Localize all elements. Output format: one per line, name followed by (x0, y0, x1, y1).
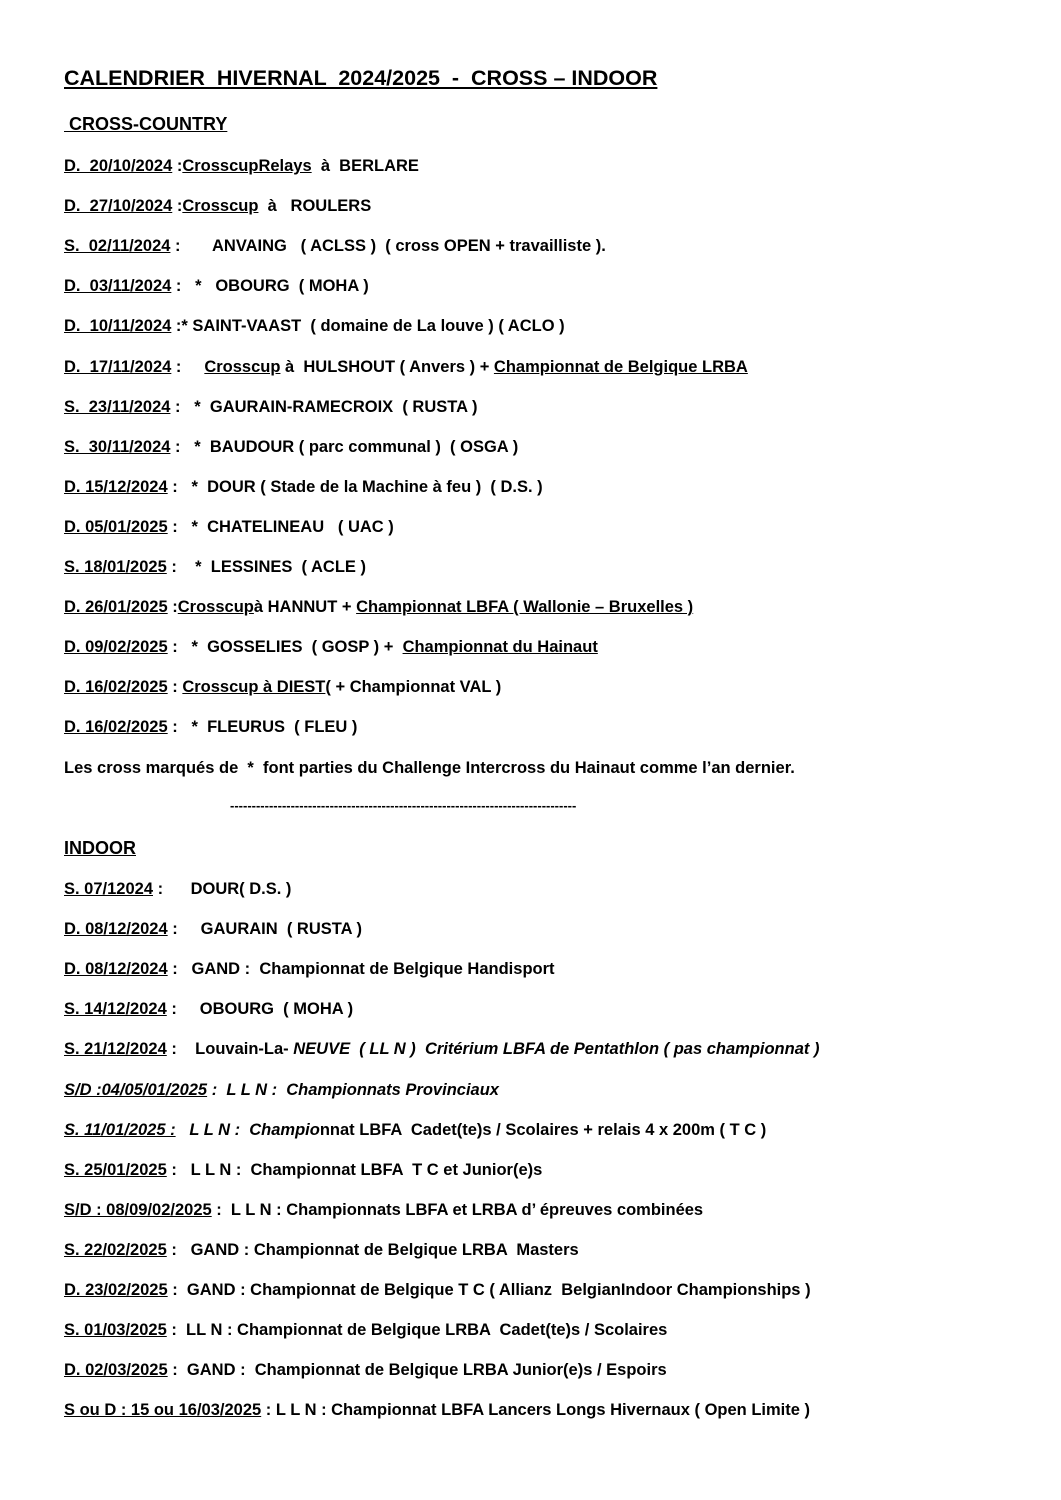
calendar-entry (64, 196, 371, 216)
calendar-entry (64, 879, 291, 899)
calendar-entry (64, 597, 693, 617)
calendar-entry (64, 276, 369, 296)
entry-text: : ANVAING ( ACLSS ) ( cross OPEN + travailliste ). (170, 237, 606, 256)
entry-date: D. 17/11/2024 (64, 357, 172, 376)
calendar-entry (64, 677, 501, 697)
entry-text: CrosscupRelays (182, 157, 312, 175)
calendar-entry (64, 637, 598, 657)
calendar-entry (64, 236, 606, 256)
entry-date: S. 18/01/2025 (64, 558, 167, 576)
entry-text: : GAURAIN ( RUSTA ) (167, 920, 362, 939)
section-separator: -------------------------------------------------------------------------------- (230, 798, 577, 813)
entry-text: : DOUR( D.S. ) (153, 880, 292, 898)
entry-date: D. 16/02/2025 (64, 718, 168, 737)
entry-text: : (167, 678, 183, 697)
calendar-entry (64, 919, 362, 939)
entry-date: D. 27/10/2024 (64, 197, 173, 216)
cross-note: Les cross marqués de * font parties du Challenge Intercross du Hainaut comme l’an dernier. (64, 759, 795, 777)
entry-text: nnat LBFA Cadet(te)s / Scolaires + relais 4 x 200m ( T C ) (319, 1120, 767, 1139)
entry-text: Crosscup (204, 357, 281, 376)
entry-text: : * FLEURUS ( FLEU ) (167, 718, 358, 737)
entry-text: Championnat de Belgique LRBA (493, 357, 748, 376)
entry-date: D. 15/12/2024 (64, 477, 168, 496)
entry-text: à HULSHOUT ( Anvers ) + (280, 357, 494, 376)
entry-date: D. 20/10/2024 (64, 157, 173, 175)
calendar-entry (64, 397, 478, 417)
calendar-entry (64, 1160, 542, 1180)
entry-text: Crosscup (182, 197, 259, 216)
calendar-entry (64, 357, 748, 377)
entry-date: D. 16/02/2025 (64, 678, 168, 697)
entry-date: S. 14/12/2024 (64, 1000, 167, 1019)
entry-text: ( + Championnat VAL ) (325, 678, 502, 697)
entry-date: S. 25/01/2025 (64, 1160, 167, 1179)
entry-date: D. 05/01/2025 (64, 517, 168, 536)
entry-text: : * BAUDOUR ( parc communal ) ( OSGA ) (170, 437, 519, 456)
calendar-entry (64, 717, 357, 737)
calendar-entry (64, 437, 518, 457)
entry-text: : GAND : Championnat de Belgique LRBA Masters (166, 1240, 579, 1259)
entry-date: S. 01/03/2025 (64, 1321, 167, 1340)
calendar-entry (64, 1240, 579, 1260)
entry-text: : L L N : Championnats Provinciaux (207, 1080, 499, 1099)
entry-text: Championnat du Hainaut (402, 638, 598, 657)
entry-date: S. 07/12024 (64, 880, 153, 898)
entry-text: à ROULERS (258, 197, 372, 216)
entry-text: Championnat LBFA ( Wallonie – Bruxelles ) (356, 598, 694, 617)
entry-text: : L L N : Championnats LBFA et LRBA d’ épreuves combinées (211, 1200, 704, 1219)
entry-date: D. 02/03/2025 (64, 1361, 168, 1380)
calendar-entry (64, 999, 353, 1019)
entry-text: L L N : Champio (175, 1120, 320, 1139)
entry-text: Crosscup (177, 598, 254, 617)
entry-date: D. 10/11/2024 (64, 317, 172, 336)
calendar-entry (64, 316, 565, 336)
entry-date: D. 09/02/2025 (64, 638, 168, 657)
entry-text: : GAND : Championnat de Belgique T C ( Allianz BelgianIndoor Championships ) (167, 1281, 811, 1299)
calendar-entry (64, 477, 543, 497)
entry-date: S/D :04/05/01/2025 (64, 1080, 208, 1099)
entry-date: S. 21/12/2024 (64, 1040, 167, 1059)
entry-date: S. 11/01/2025 : (64, 1120, 176, 1139)
calendar-entry (64, 1360, 667, 1380)
calendar-entry (64, 156, 419, 176)
entry-date: S. 23/11/2024 (64, 397, 171, 416)
calendar-entry (64, 959, 555, 979)
entry-date: D. 23/02/2025 (64, 1281, 168, 1299)
entry-text: NEUVE ( LL N ) Critérium LBFA de Pentathlon ( pas championnat ) (293, 1040, 820, 1059)
entry-text: à HANNUT + (253, 598, 357, 617)
entry-text: : (172, 157, 183, 175)
calendar-entry (64, 1280, 811, 1300)
calendar-entry (64, 1200, 703, 1220)
entry-date: D. 03/11/2024 (64, 277, 172, 296)
entry-text: : * CHATELINEAU ( UAC ) (167, 517, 394, 536)
entry-date: D. 08/12/2024 (64, 920, 168, 939)
entry-text: : (167, 598, 178, 617)
entry-text: : OBOURG ( MOHA ) (166, 1000, 354, 1019)
entry-text: : Louvain-La- (166, 1040, 294, 1059)
calendar-entry (64, 1320, 667, 1340)
entry-text: : L L N : Championnat LBFA T C et Junior(e)s (166, 1160, 543, 1179)
calendar-entry (64, 1120, 766, 1140)
entry-text: : GAND : Championnat de Belgique Handisport (167, 960, 555, 979)
calendar-entry (64, 1400, 810, 1420)
entry-date: S/D : 08/09/02/2025 (64, 1200, 212, 1219)
entry-date: S. 02/11/2024 (64, 237, 171, 256)
entry-text: : * GOSSELIES ( GOSP ) + (167, 638, 403, 657)
entry-text: : L L N : Championnat LBFA Lancers Longs Hivernaux ( Open Limite ) (261, 1401, 811, 1420)
entry-date: D. 26/01/2025 (64, 598, 168, 617)
entry-date: S. 30/11/2024 (64, 437, 171, 456)
entry-text: : (171, 357, 205, 376)
entry-text: : * OBOURG ( MOHA ) (171, 277, 369, 296)
entry-text: : LL N : Championnat de Belgique LRBA Cadet(te)s / Scolaires (166, 1321, 668, 1340)
entry-text: à BERLARE (311, 157, 419, 175)
entry-text: : (172, 197, 183, 216)
page-title: CALENDRIER HIVERNAL 2024/2025 - CROSS – INDOOR (64, 66, 658, 90)
entry-text: : GAND : Championnat de Belgique LRBA Junior(e)s / Espoirs (167, 1361, 667, 1380)
entry-date: S. 22/02/2025 (64, 1240, 167, 1259)
calendar-entry (64, 517, 394, 537)
entry-text: Crosscup à DIEST (182, 678, 326, 697)
indoor-heading: INDOOR (64, 838, 136, 858)
entry-date: D. 08/12/2024 (64, 960, 168, 979)
entry-text: :* SAINT-VAAST ( domaine de La louve ) ( ACLO ) (171, 317, 565, 336)
calendar-entry (64, 557, 366, 577)
calendar-entry (64, 1039, 819, 1059)
entry-text: : * DOUR ( Stade de la Machine à feu ) ( D.S. ) (167, 477, 543, 496)
calendar-entry (64, 1080, 499, 1100)
entry-text: : * GAURAIN-RAMECROIX ( RUSTA ) (170, 397, 478, 416)
entry-text: : * LESSINES ( ACLE ) (166, 558, 367, 576)
entry-date: S ou D : 15 ou 16/03/2025 (64, 1401, 262, 1420)
cross-country-heading: CROSS-COUNTRY (64, 114, 228, 134)
